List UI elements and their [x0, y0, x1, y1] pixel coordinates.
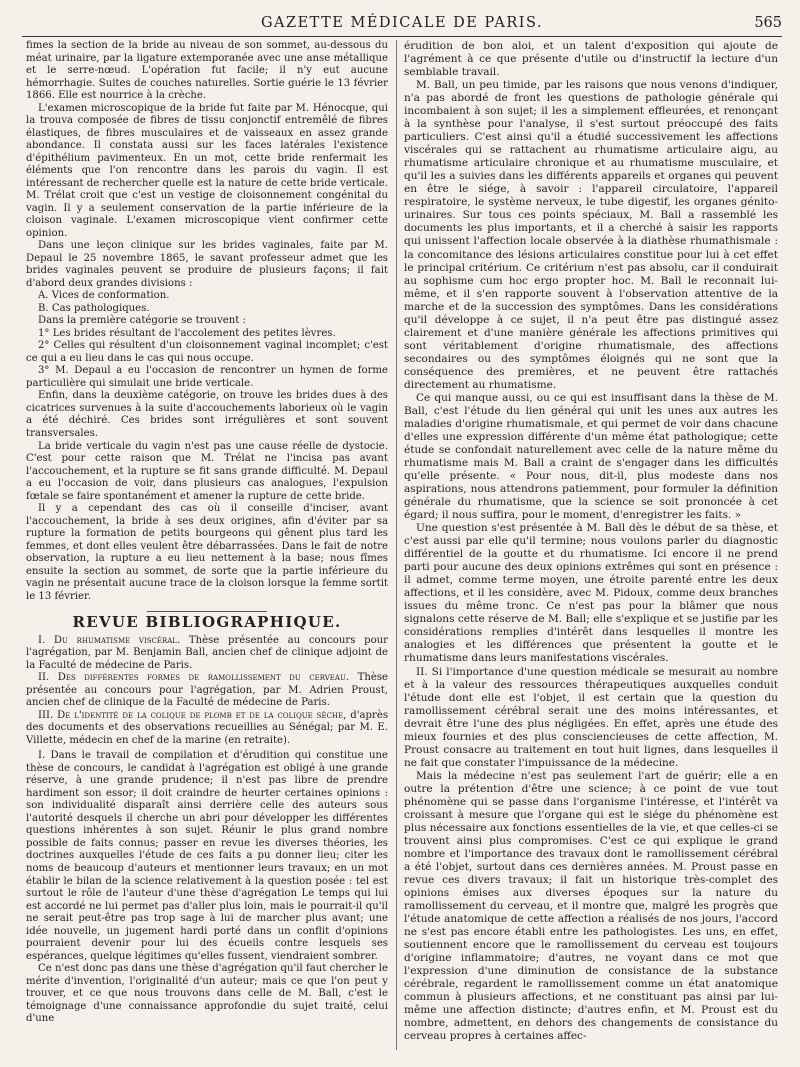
- page-header: [22, 12, 782, 34]
- paragraph: La bride verticale du vagin n'est pas une cause réelle de dystocie. C'est pour cette raison que M. Trélat ne l'incisa pas avant l'accouchement, et la rupture se fit sans grande difficulté. M. Depaul a eu l'occasion de voir, dans plusieurs cas analogues, l'expulsion fœtale se faire spontanément et amener la rupture de cette bride.: [26, 440, 388, 502]
- section-heading-block: [26, 611, 388, 632]
- paragraph: B. Cas pathologiques.: [38, 302, 150, 314]
- paragraph: 2° Celles qui résultent d'un cloisonnement vaginal incomplet; c'est ce qui a eu lieu dans le cas qui nous occupe.: [26, 340, 388, 364]
- review-text: [26, 750, 388, 1025]
- section-separator: [147, 611, 267, 612]
- entry-title: Des différentes formes de ramollissement du cerveau.: [57, 672, 350, 684]
- section-title: REVUE BIBLIOGRAPHIQUE.: [72, 613, 342, 632]
- paragraph: fimes la section de la bride au niveau de son sommet, au-dessous du méat urinaire, par la ligature extemporanée avec une anse métallique et le serre-nœud. L'opération fut facile; il n'y eut aucune hémorrhagie. Suites de couches naturelles. Sortie guérie le 13 février 1866. Elle est nourrice à la crèche.: [26, 40, 388, 102]
- paragraph: Enfin, dans la deuxième catégorie, on trouve les brides dues à des cicatrices survenues à la suite d'accouchements laborieux où le vagin a été déchiré. Ces brides sont irrégulières et sont souvent transversales.: [26, 390, 388, 439]
- entry-title: Du rhumatisme viscéral.: [53, 634, 181, 646]
- paragraph: I. Dans le travail de compilation et d'érudition qui constitue une thèse de concours, le candidat à l'agrégation est obligé à une grande réserve, à une grande prudence; il n'est pas libre de prendre hardiment son essor; il doit craindre de heurter certaines opinions : son individualité disparaît ainsi derrière celle des auteurs sous l'autorité desquels il cherche un abri pour développer les différentes questions inhérentes à son sujet. Réunir le plus grand nombre possible de faits connus; passer en revue les diverses théories, les doctrines auxquelles l'étude de ces faits a pu donner lieu; citer les noms de beaucoup d'auteurs et mentionner leurs travaux; en un mot établir le bilan de la science relativement à la question posée : tel est surtout le rôle de l'auteur d'une thèse d'agrégation Le temps qui lui est accordé ne lui permet pas d'aller plus loin, mais le pourrait-il qu'il ne serait peut-être pas trop sage à lui de marcher plus avant; une idée nouvelle, un jugement hardi porté dans un conflit d'opinions pourraient devenir pour lui des écueils contre lesquels ses espérances, quelque légitimes qu'elles fussent, viendraient sombrer.: [26, 750, 388, 962]
- entry-number: III.: [38, 709, 54, 721]
- case-report-text: [26, 40, 388, 603]
- entry-number: I.: [38, 634, 46, 646]
- entry-description: Thèse présentée au concours pour l'agrégation, par M. Adrien Proust, ancien chef de clinique de la Faculté de médecine de Paris.: [26, 672, 389, 709]
- paragraph: érudition de bon aloi, et un talent d'exposition qui ajoute de l'agrément à ce que présente d'utile ou d'instructif la lecture d'un semblable travail.: [404, 40, 778, 79]
- paragraph: M. Ball, un peu timide, par les raisons que nous venons d'indiquer, n'a pas abordé de front les questions de pathologie générale qui incombaient à son sujet; il les a simplement effleurées, et renonçant à la synthèse pour l'analyse, il s'est surtout préoccupé des faits particuliers. C'est ainsi qu'il a étudié successivement les affections viscérales qui se rattachent au rhumatisme articulaire aigu, au rhumatisme articulaire chronique et au rhumatisme musculaire, et qu'il les a suivies dans les différents appareils et organes qui peuvent en être le siége, à savoir : l'appareil circulatoire, l'appareil respiratoire, le système nerveux, le tube digestif, les organes génito-urinaires. Sur tous ces points spéciaux, M. Ball a rassemblé les documents les plus importants, et il a cherché à saisir les rapports qui unissent l'affection locale observée à la diathèse rhumathismale : la concomitance des lésions articulaires constitue pour lui à cet effet le principal critérium. Ce critérium n'est pas absolu, car il conduirait au sophisme cum hoc ergo propter hoc. M. Ball le reconnait lui-même, et il s'en rapporte souvent à l'observation attentive de la marche et de la succession des symptômes. Dans les considérations qu'il développe à ce sujet, il n'a peut être pas distingué assez clairement et d'une manière générale les affections primitives qui sont véritablement d'origine rhumatismale, des affections secondaires ou des symptômes éloignés qui ne sont que la conséquence des premières, et ne peuvent être rattachés directement au rhumatisme.: [404, 79, 778, 391]
- journal-title: GAZETTE MÉDICALE DE PARIS.: [260, 15, 544, 31]
- right-column: [404, 40, 778, 1043]
- paragraph: A. Vices de conformation.: [38, 290, 170, 302]
- paragraph: L'examen microscopique de la bride fut faite par M. Hénocque, qui la trouva composée de fibres de tissu conjonctif entremêlé de fibres élastiques, de fibres musculaires et de vaisseaux en assez grande abondance. Il constata aussi sur les faces latérales l'existence d'épithélium pavimenteux. En un mot, cette bride renfermait les éléments que l'on rencontre dans les parois du vagin. Il est intéressant de rechercher quelle est la nature de cette bride verticale. M. Trélat croit que c'est un vestige de cloisonnement congénital du vagin. Il y a seulement conservation de la partie inférieure de la cloison vaginale. L'examen microscopique vient confirmer cette opinion.: [26, 102, 388, 239]
- paragraph: 1° Les brides résultant de l'accolement des petites lèvres.: [38, 327, 336, 339]
- entry-description: d'après des documents et des observations recueillies au Sénégal; par M. E. Villette, médecin en chef de la marine (en retraite).: [26, 709, 389, 746]
- paragraph: Mais la médecine n'est pas seulement l'art de guérir; elle a en outre la prétention d'être une science; à ce point de vue tout phénomène qui se passe dans l'organisme l'intéresse, et l'intérêt va croissant à mesure que l'organe qui est le siége du phénomène est plus nécessaire aux fonctions essentielles de la vie, et que celles-ci se trouvent ainsi plus compromises. C'est ce qui explique le grand nombre et l'importance des travaux dont le ramollissement cérébral a été l'objet, surtout dans ces dernières années. M. Proust passe en revue ces divers travaux; il fait un historique très-complet des opinions émises aux diverses époques sur la nature du ramollissement du cerveau, et il montre que, malgré les progrès que l'étude anatomique de cette affection a réalisés de nos jours, l'accord ne s'est pas encore établi entre les pathologistes. Les uns, en effet, soutiennent encore que le ramollissement du cerveau est toujours d'origine inflammatoire; d'autres, ne voyant dans ce mot que l'expression d'une diminution de consistance de la substance cérébrale, regardent le ramollissement comme un état anatomique commun à plusieurs affections, et ne constituant pas ainsi par lui-même une affection distincte; d'autres enfin, et M. Proust est du nombre, admettent, en dehors des changements de consistance du cerveau propres à certaines affec-: [404, 769, 778, 1043]
- left-column: [26, 40, 388, 1026]
- bibliography-entry: [26, 635, 388, 673]
- header-rule: [22, 36, 782, 37]
- bibliography-entry: [26, 710, 388, 748]
- paragraph: 3° M. Depaul a eu l'occasion de rencontrer un hymen de forme particulière qui simulait une bride verticale.: [26, 365, 388, 389]
- entry-description: Thèse présentée au concours pour l'agrégation, par M. Benjamin Ball, ancien chef de clinique adjoint de la Faculté de médecine de Paris.: [26, 634, 388, 671]
- bibliography-entry: [26, 672, 388, 710]
- entry-number: II.: [38, 672, 50, 684]
- column-divider: [396, 40, 397, 1050]
- entry-title: De l'identité de la colique de plomb et de la colique sèche,: [57, 709, 347, 721]
- paragraph: Il y a cependant des cas où il conseille d'inciser, avant l'accouchement, la bride à ses deux origines, afin d'éviter par sa rupture la formation de petits bourgeons qui gênent plus tard les femmes, et dont elles veulent être débarrassées. Dans le fait de notre observation, la rupture a eu lieu nettement à la base; nous fîmes ensuite la section au sommet, de sorte que la partie inférieure du vagin ne présentait aucune trace de la cloison lorsque la femme sortit le 13 février.: [26, 503, 388, 602]
- bibliography-list: [26, 635, 388, 751]
- paragraph: Dans une leçon clinique sur les brides vaginales, faite par M. Depaul le 25 novembre 1865, le savant professeur admet que les brides vaginales peuvent se produire de plusieurs façons; il fait d'abord deux grandes divisions :: [26, 240, 388, 289]
- paragraph: II. Si l'importance d'une question médicale se mesurait au nombre et à la valeur des ressources thérapeutiques auxquelles conduit l'étude dont elle est l'objet, il est certain que la question du ramollissement cérébral serait une des moins intéressantes, et devrait être l'une des plus négligées. En effet, après une étude des mieux fournies et des plus consciencieuses de cette affection, M. Proust consacre au traitement en tout huit lignes, dans lesquelles il ne fait que constater l'impuissance de la médecine.: [404, 665, 778, 769]
- paragraph: Ce n'est donc pas dans une thèse d'agrégation qu'il faut chercher le mérite d'invention, l'originalité d'un auteur; mais ce que l'on peut y trouver, et ce que nous trouvons dans celle de M. Ball, c'est le témoignage d'une connaissance approfondie du sujet traité, celui d'une: [26, 963, 388, 1025]
- paragraph: Dans la première catégorie se trouvent :: [38, 315, 246, 327]
- paragraph: Une question s'est présentée à M. Ball dès le début de sa thèse, et c'est aussi par elle qu'il termine; nous voulons parler du diagnostic différentiel de la goutte et du rhumatisme. Ici encore il ne prend parti pour aucune des deux opinions extrêmes qui sont en présence : il admet, comme terme moyen, une étroite parenté entre les deux affections, et il les considère, avec M. Pidoux, comme deux branches issues du même tronc. Ce n'est pas pour la blâmer que nous signalons cette réserve de M. Ball; elle s'explique et se justifie par les considérations remplies d'intérêt dans lesquelles il montre les analogies et les différences que présentent la goutte et le rhumatisme dans leurs manifestations viscérales.: [404, 522, 778, 665]
- paragraph: Ce qui manque aussi, ou ce qui est insuffisant dans la thèse de M. Ball, c'est l'étude du lien général qui unit les unes aux autres les maladies d'origine rhumatismale, et qui permet de voir dans chacune d'elles une expression différente d'un même état pathologique; cette étude se confondait naturellement avec celle de la nature même du rhumatisme mais M. Ball a craint de s'engager dans les difficultés qu'elle présente. « Pour nous, dit-il, plus modeste dans nos aspirations, nous attendrons patiemment, pour formuler la définition générale du rhumatisme, que la science se soit prononcée à cet égard; il nous suffira, pour le moment, d'enregistrer les faits. »: [404, 391, 778, 522]
- page-number: 565: [754, 15, 782, 31]
